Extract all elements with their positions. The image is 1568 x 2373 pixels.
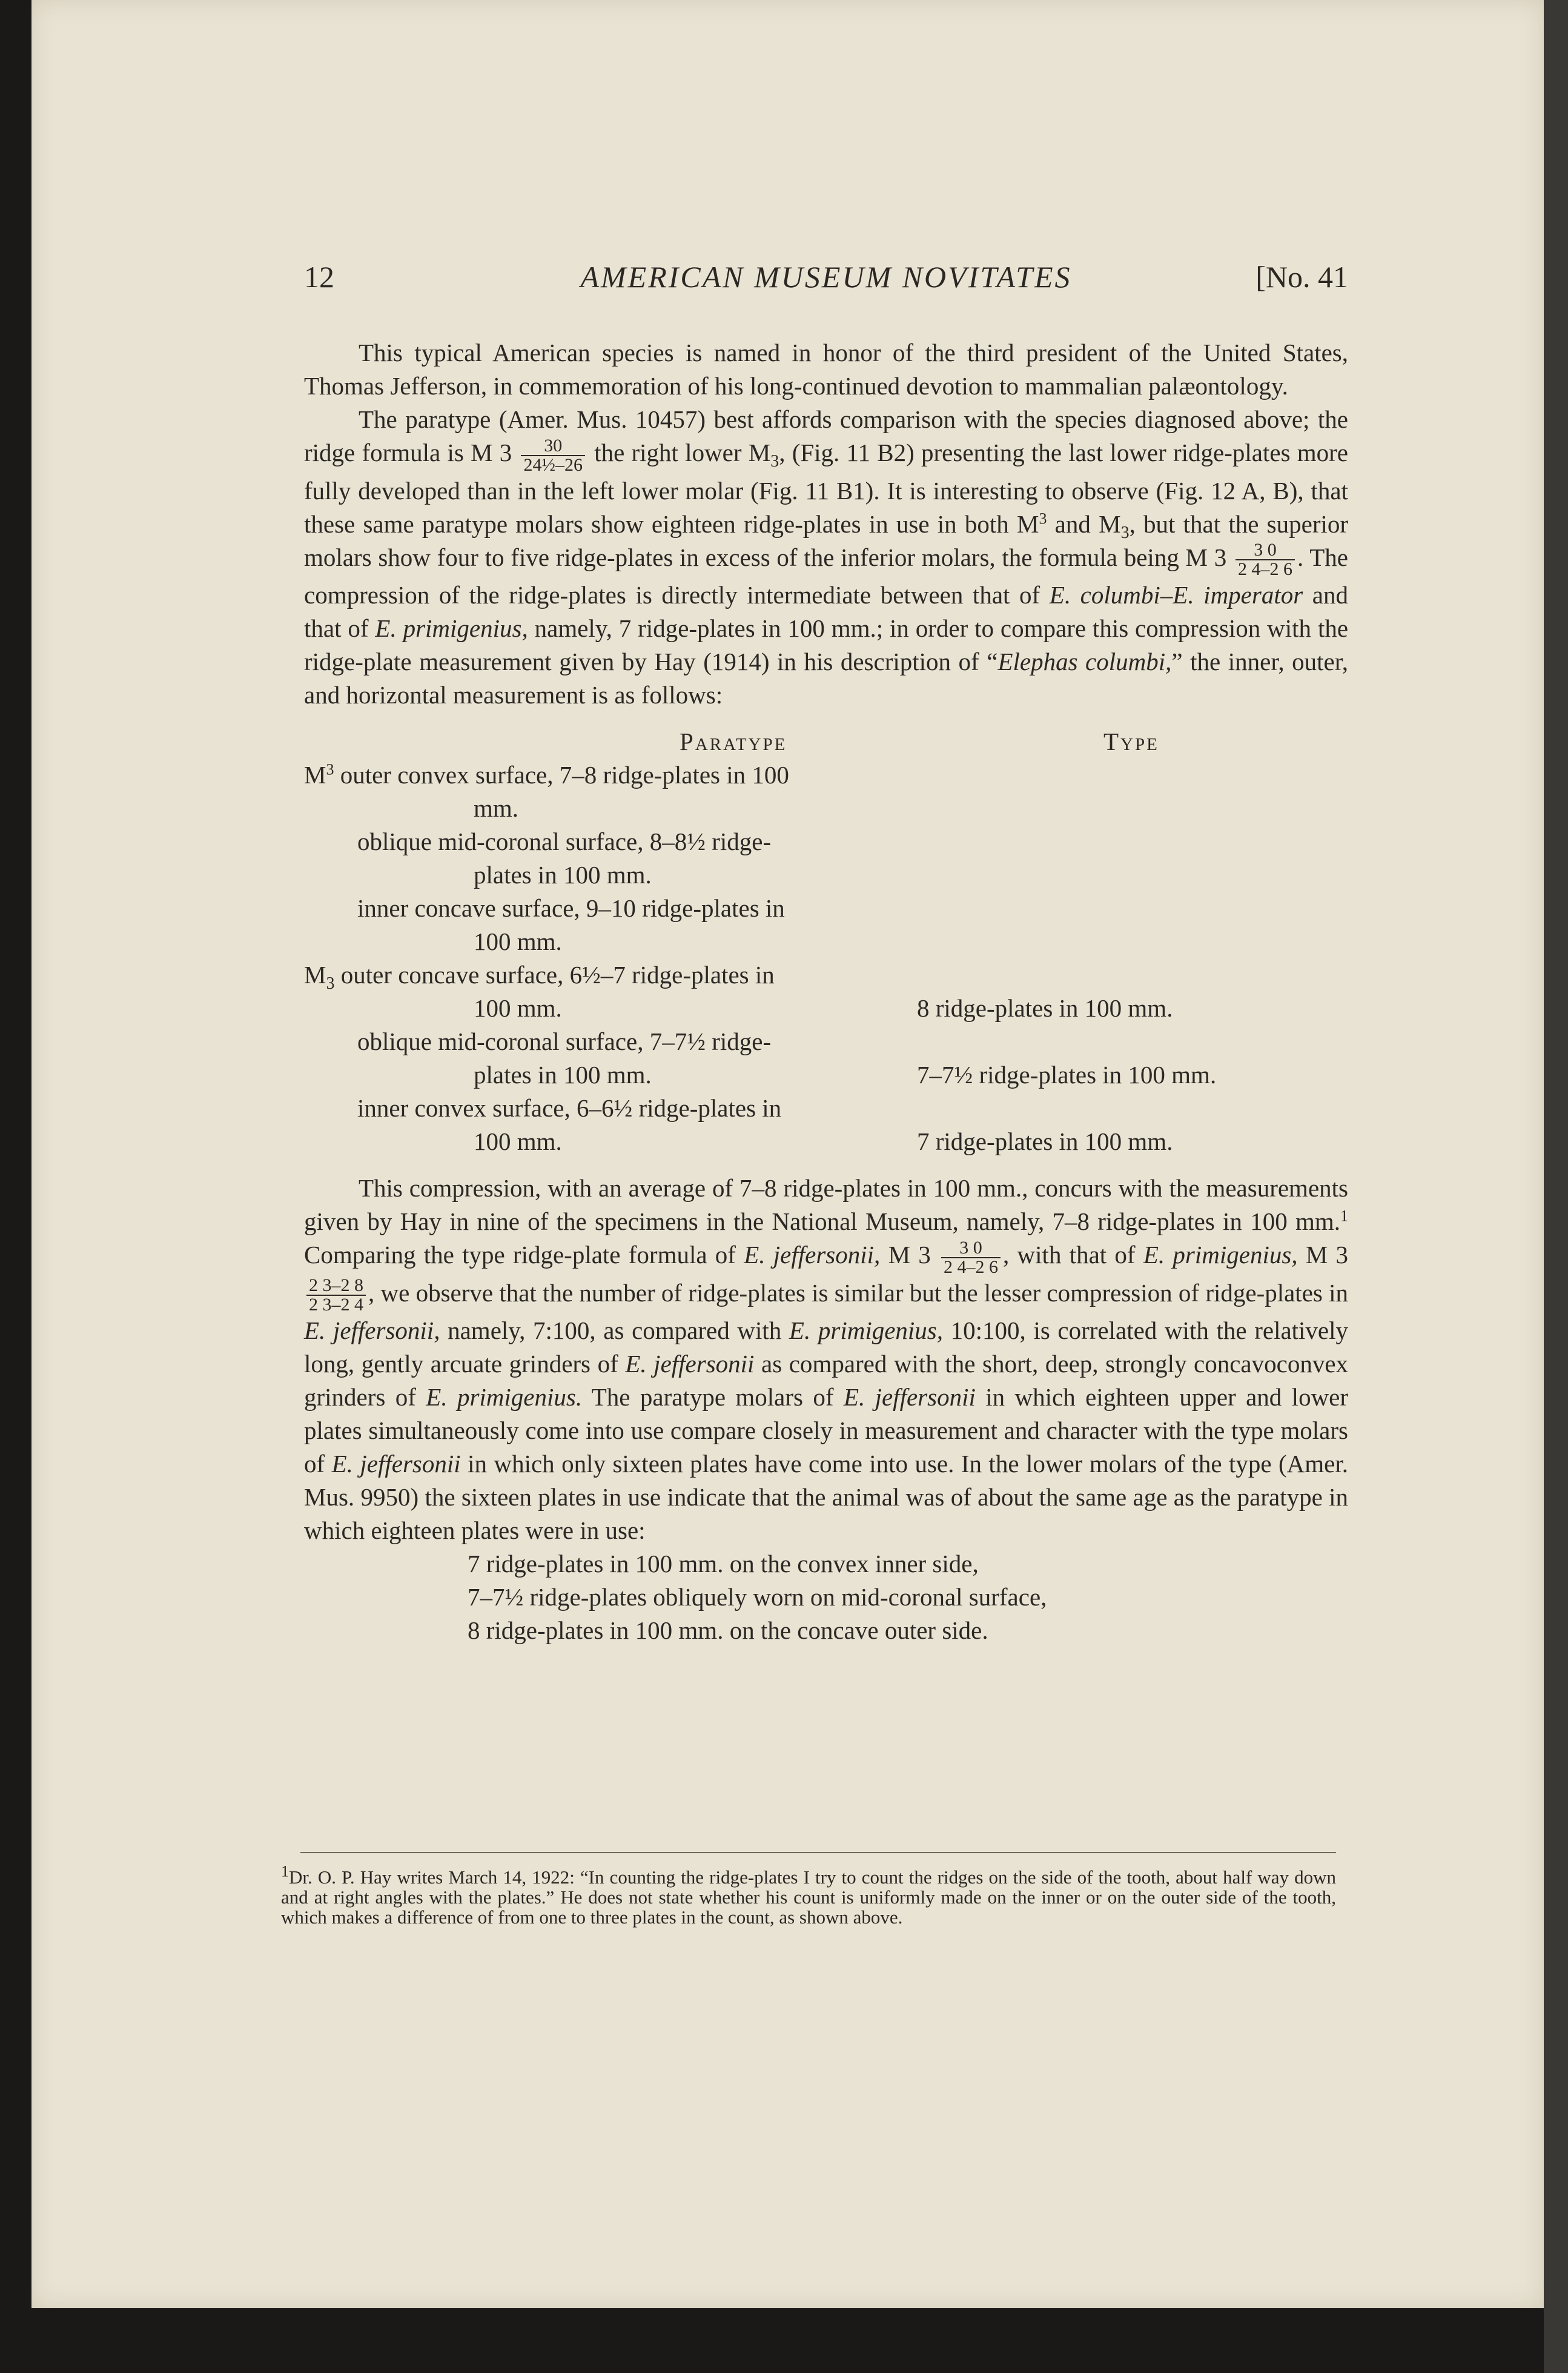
paragraph-3: This compression, with an average of 7–8 ridge-plates in 100 mm., concurs with the measurements given by Hay in nine of the specimens in the National Museum, namely, 7–8 ridge-plates in 100 mm.$^1$ Comparing the type ridge-plate formula of E. jeffersonii, M 3 $\frac{3 0}{2 4-2 6}$ , with that of E. primigenius, M 3 $\frac{2 3-2 8}{2 3-2 4}$ , we observe that the number of ridge-plates is similar but the lesser compression of ridge-plates in E. jeffersonii, namely, 7:100, as compared with E. primigenius, 10:100, is correlated with the relatively long, gently arcuate grinders of E. jeffersonii as compared with the short, deep, strongly concavoconvex grinders of E. primigenius. The paratype molars of E. jeffersonii in which eighteen upper and lower plates simultaneously come into use compare closely in measurement and character with the type molars of E. jeffersonii in which only sixteen plates have come into use. In the lower molars of the type (Amer. Mus. 9950) the sixteen plates in use indicate that the animal was of about the same age as the paratype in which eighteen plates were in use: bbox=[304, 1174, 1349, 1545]
footnote-ref: 1 bbox=[1340, 1207, 1348, 1225]
table-row: oblique mid-coronal surface, 8–8½ ridge- plates in 100 mm. bbox=[357, 828, 772, 889]
paragraph-1: This typical American species is named in honor of the third president of the United States, Thomas Jefferson, in commemoration of his long-continued devotion to mammalian palæontology. bbox=[304, 339, 1348, 400]
footnote-divider bbox=[300, 1852, 1336, 1853]
list-item: 7 ridge-plates in 100 mm. on the convex inner side, bbox=[468, 1550, 979, 1578]
page-number: 12 bbox=[304, 260, 334, 294]
issue-number: [No. 41 bbox=[1255, 260, 1348, 294]
ridge-formula-lower: $\frac{30}{\text{24½–26}}$ bbox=[521, 437, 585, 474]
table-row: $M^3$ outer convex surface, 7–8 ridge-plates in 100 mm. bbox=[304, 760, 789, 823]
footnote: $^1$Dr. O. P. Hay writes March 14, 1922: “In counting the ridge-plates I try to count the ridges on the side of the tooth, about half way down and at right angles with the plates.” He does not state whether his count is uniformly made on the inner or on the outer side of the tooth, which makes a difference of from one to three plates in the count, as shown above. bbox=[281, 1862, 1336, 1928]
footnote-mark: 1 bbox=[281, 1862, 289, 1880]
ridge-formula-superior: $\frac{3 0}{2 4-2 6}$ bbox=[1236, 541, 1295, 579]
journal-title: AMERICAN MUSEUM NOVITATES bbox=[580, 260, 1072, 294]
column-type: Type bbox=[1103, 728, 1159, 756]
paragraph-2: The paratype (Amer. Mus. 10457) best affords comparison with the species diagnosed above; the ridge formula is M 3 $\frac{30}{\text{24½–26}}$ the right lower $M_3$, (Fig. 11 B2) presenting the last lower ridge-plates more fully developed than in the left lower molar (Fig. 11 B1). It is interesting to observe (Fig. 12 A, B), that these same paratype molars show eighteen ridge-plates in use in both $M^3$ and $M_3$, but that the superior molars show four to five ridge-plates in excess of the inferior molars, the formula being M 3 $\frac{3 0}{2 4-2 6}$ . The compression of the ridge-plates is directly intermediate between that of E. columbi–E. imperator and that of E. primigenius, namely, 7 ridge-plates in 100 mm.; in order to compare this compression with the ridge-plate measurement given by Hay (1914) in his description of “Elephas columbi,” the inner, outer, and horizontal measurement is as follows: bbox=[304, 405, 1349, 709]
column-paratype: Paratype bbox=[680, 728, 787, 756]
ridge-formula-jeffersonii: $\frac{3 0}{2 4-2 6}$ bbox=[941, 1239, 1001, 1276]
article-body bbox=[304, 336, 1348, 1647]
measurement-table bbox=[304, 725, 1348, 1158]
list-item: 8 ridge-plates in 100 mm. on the concave outer side. bbox=[468, 1616, 988, 1645]
table-row: inner concave surface, 9–10 ridge-plates in 100 mm. bbox=[357, 894, 785, 956]
ridge-plate-list bbox=[304, 1547, 1348, 1647]
table-row: oblique mid-coronal surface, 7–7½ ridge- plates in 100 mm. 7–7½ ridge-plates in 100 mm. bbox=[357, 1027, 1217, 1089]
running-header bbox=[304, 259, 1348, 308]
table-row: $M_3$ outer concave surface, 6½–7 ridge-plates in 100 mm. 8 ridge-plates in 100 mm. bbox=[304, 961, 1173, 1023]
page-edge bbox=[1544, 0, 1568, 2373]
ridge-formula-primigenius: $\frac{2 3-2 8}{2 3-2 4}$ bbox=[306, 1276, 366, 1314]
table-row: inner convex surface, 6–6½ ridge-plates in 100 mm. 7 ridge-plates in 100 mm. bbox=[357, 1094, 1173, 1156]
list-item: 7–7½ ridge-plates obliquely worn on mid-coronal surface, bbox=[468, 1583, 1047, 1611]
table-header bbox=[304, 725, 1348, 758]
